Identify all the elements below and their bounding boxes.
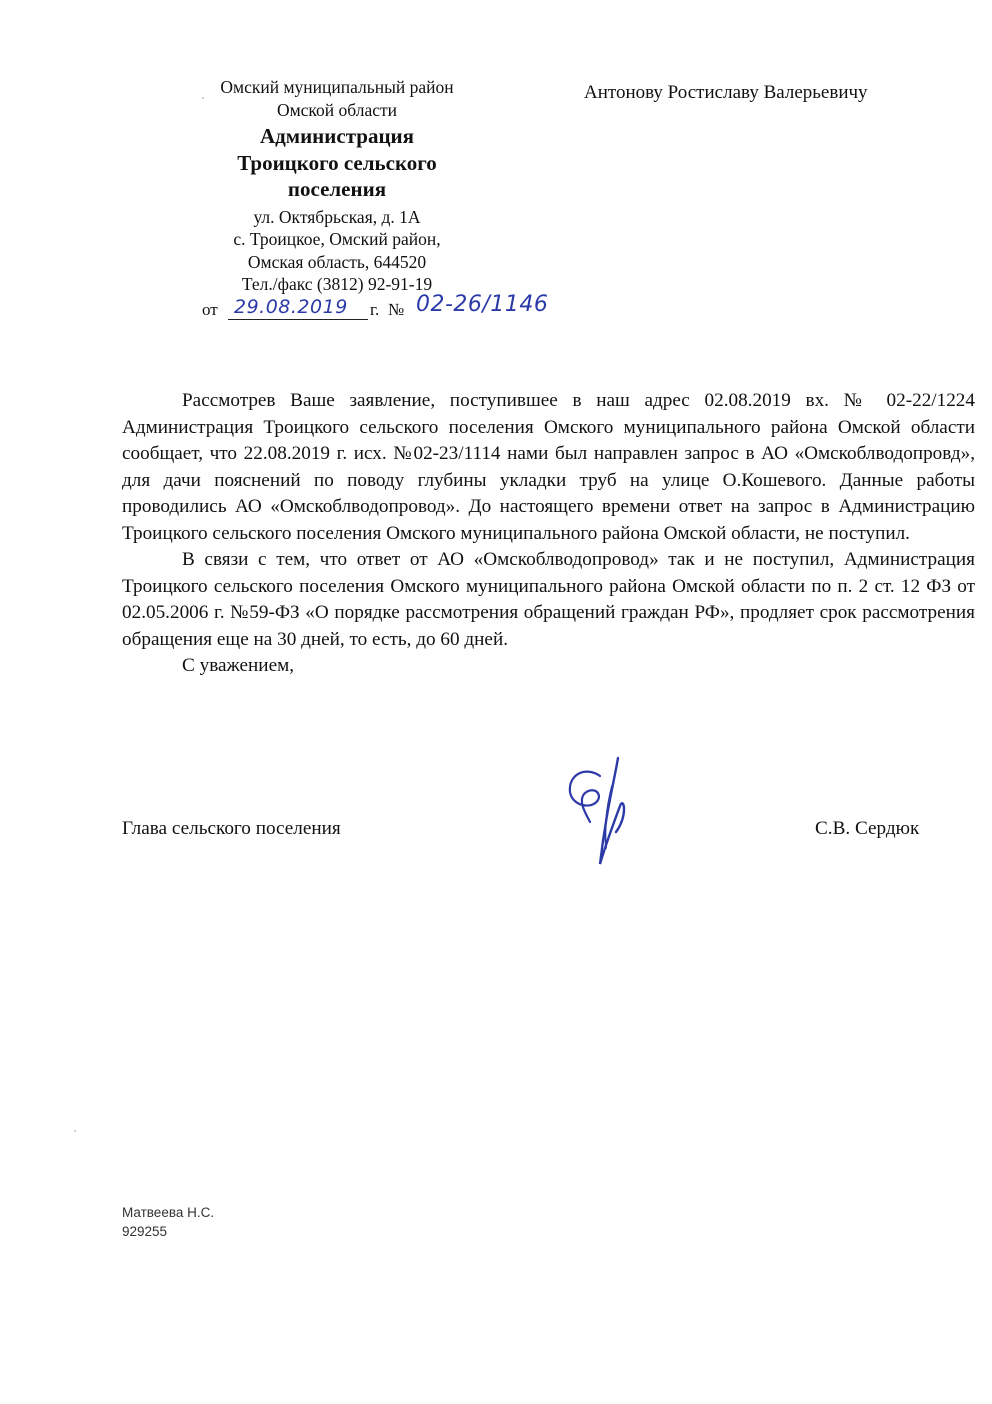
body-paragraph-1: Рассмотрев Ваше заявление, поступившее в наш адрес 02.08.2019 вх. № 02-22/1224 Администрация Троицкого сельского поселения Омского муниципального района Омской области сообщает, что 22.08.2019 г. исх. №02-23/1114 нами был направлен запрос в АО «Омскоблводопровд», для дачи пояснений по поводу глубины укладки труб на улице О.Кошевого. Данные работы проводились АО «Омскоблводопровод». До настоящего времени ответ на запрос в Администрацию Троицкого сельского поселения Омского муниципального района Омской области, не поступил. xyxy=(122,390,975,544)
letterhead-phone: Тел./факс (3812) 92-91-19 xyxy=(241,274,433,294)
body-closing: С уважением, xyxy=(182,655,295,676)
executor-name: Матвеева Н.С. xyxy=(122,1205,215,1220)
date-underline xyxy=(228,319,368,320)
handwritten-number: 02-26/1146 xyxy=(416,292,549,317)
date-label: от xyxy=(202,300,218,319)
letterhead-region: Омской области xyxy=(276,99,398,120)
letterhead-address-village: с. Троицкое, Омский район, xyxy=(233,229,441,249)
year-suffix: г. xyxy=(370,300,380,319)
letterhead-address-postal: Омская область, 644520 xyxy=(247,251,427,272)
body-paragraph-2: В связи с тем, что ответ от АО «Омскоблводопровод» так и не поступил, Администрация Троицкого сельского поселения Омского муниципального района Омской области по п. 2 ст. 12 ФЗ от 02.05.2006 г. №59-ФЗ «О порядке рассмотрения обращений граждан РФ», продляет срок рассмотрения обращения еще на 30 дней, то есть, до 60 дней. xyxy=(122,549,975,650)
executor-phone: 929255 xyxy=(122,1224,168,1239)
letterhead xyxy=(196,76,478,296)
handwritten-date: 29.08.2019 xyxy=(234,296,348,318)
signatory-name: С.В. Сердюк xyxy=(815,818,920,839)
number-label: № xyxy=(388,300,405,319)
letterhead-address-street: ул. Октябрьская, д. 1А xyxy=(253,206,421,227)
letter-body xyxy=(122,388,975,680)
letterhead-org-line2: Троицкого сельского xyxy=(237,150,437,175)
letterhead-district: Омский муниципальный район xyxy=(220,77,454,97)
scan-speck xyxy=(202,97,204,99)
registration-line xyxy=(202,292,562,326)
addressee: Антонову Ростиславу Валерьевичу xyxy=(584,82,868,103)
letterhead-org-line1: Администрация xyxy=(259,124,415,148)
handwritten-signature xyxy=(548,752,638,874)
letterhead-org-line3: поселения xyxy=(287,177,387,201)
executor-info xyxy=(122,1203,214,1241)
signatory-title: Глава сельского поселения xyxy=(122,818,341,839)
scan-speck xyxy=(74,1130,76,1132)
